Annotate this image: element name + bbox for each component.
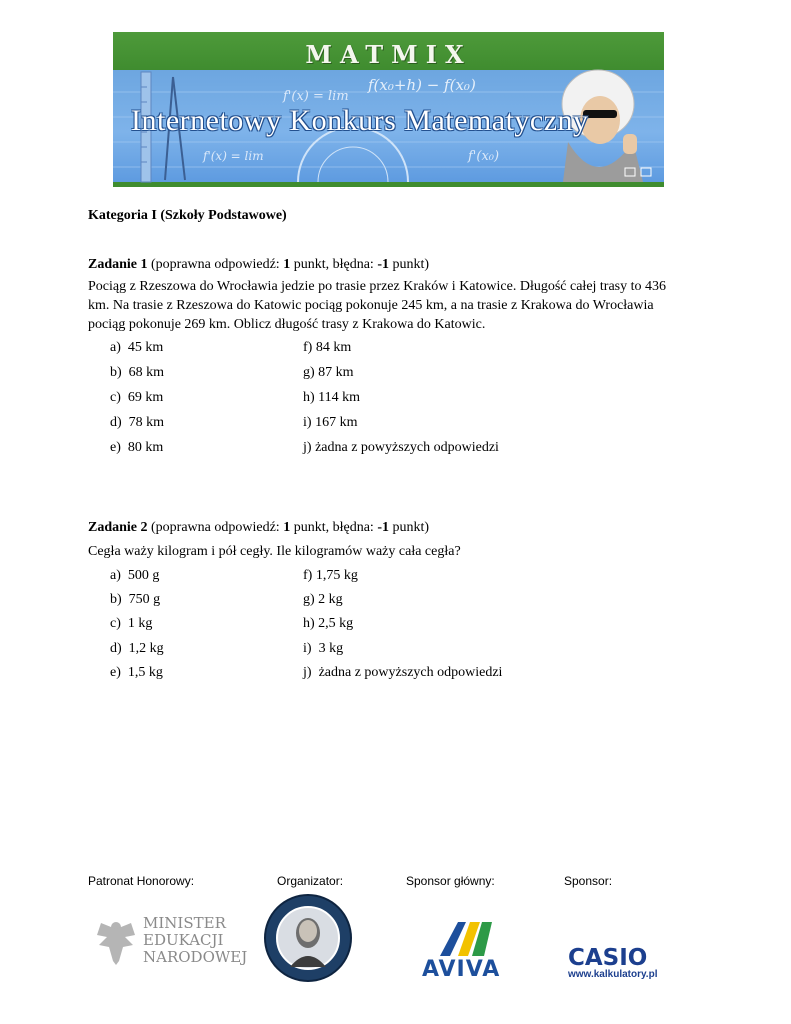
task-label: Zadanie 2 — [88, 520, 148, 535]
option-i[interactable]: i) 3 kg — [303, 641, 344, 656]
option-a[interactable]: a) 500 g — [110, 568, 160, 583]
task-1-heading — [88, 255, 429, 274]
minister-line: NARODOWEJ — [143, 948, 248, 966]
option-a[interactable]: a) 45 km — [110, 340, 164, 355]
task-1-question-line: Pociąg z Rzeszowa do Wrocławia jedzie po trasie przez Kraków i Katowice. Długość całej trasy to 436 — [88, 279, 667, 294]
option-c[interactable]: c) 1 kg — [110, 616, 153, 631]
patron-label: Patronat Honorowy: — [88, 874, 195, 888]
header-banner — [113, 32, 664, 187]
sponsor-label: Sponsor: — [564, 874, 613, 888]
casio-logo — [566, 945, 676, 985]
scoring-text: punkt) — [388, 257, 430, 272]
scoring-text: punkt, błędna: — [290, 257, 378, 272]
minister-line: MINISTER — [143, 914, 226, 932]
task-2-heading — [88, 518, 429, 537]
eagle-icon — [95, 917, 137, 967]
option-j[interactable]: j) żadna z powyższych odpowiedzi — [303, 440, 499, 455]
svg-text:f'(x) = lim: f'(x) = lim — [203, 149, 264, 163]
option-d[interactable]: d) 78 km — [110, 415, 165, 430]
minister-logo — [95, 915, 255, 970]
scoring-text: (poprawna odpowiedź: — [151, 520, 284, 535]
option-f[interactable]: f) 84 km — [303, 340, 352, 355]
correct-points: 1 — [283, 257, 291, 272]
option-d[interactable]: d) 1,2 kg — [110, 641, 164, 656]
aviva-logo — [420, 920, 510, 982]
svg-text:f'(x₀): f'(x₀) — [468, 149, 500, 164]
option-f[interactable]: f) 1,75 kg — [303, 568, 358, 583]
option-b[interactable]: b) 68 km — [110, 365, 165, 380]
organizer-label: Organizator: — [277, 874, 344, 888]
correct-points: 1 — [283, 520, 291, 535]
wrong-points: -1 — [377, 520, 389, 535]
task-1-question-line: km. Na trasie z Rzeszowa do Katowic pociąg pokonuje 245 km, a na trasie z Krakowa do Wrocławia — [88, 298, 654, 313]
scoring-text: (poprawna odpowiedź: — [151, 257, 284, 272]
task-label: Zadanie 1 — [88, 257, 148, 272]
school-seal-icon — [263, 893, 353, 983]
banner-title: Internetowy Konkurs Matematyczny — [131, 104, 589, 137]
option-c[interactable]: c) 69 km — [110, 390, 164, 405]
organizer-seal — [263, 893, 353, 983]
casio-url[interactable]: www.kalkulatory.pl — [568, 969, 658, 980]
option-i[interactable]: i) 167 km — [303, 415, 358, 430]
svg-text:f'(x) = lim: f'(x) = lim — [283, 89, 349, 104]
option-g[interactable]: g) 2 kg — [303, 592, 343, 607]
task-2-question-line: Cegła waży kilogram i pół cegły. Ile kilogramów waży cała cegła? — [88, 544, 461, 559]
option-e[interactable]: e) 1,5 kg — [110, 665, 163, 680]
option-j[interactable]: j) żadna z powyższych odpowiedzi — [303, 665, 503, 680]
aviva-mark-icon — [432, 920, 496, 956]
category-heading: Kategoria I (Szkoły Podstawowe) — [88, 208, 287, 223]
casio-wordmark: CASIO — [568, 945, 648, 971]
option-e[interactable]: e) 80 km — [110, 440, 164, 455]
task-1-question-line: pociąg pokonuje 269 km. Oblicz długość trasy z Krakowa do Katowic. — [88, 317, 486, 332]
aviva-wordmark: AVIVA — [422, 957, 501, 982]
option-g[interactable]: g) 87 km — [303, 365, 354, 380]
wrong-points: -1 — [377, 257, 389, 272]
svg-text:f(x₀+h) − f(x₀): f(x₀+h) − f(x₀) — [368, 76, 476, 94]
matmix-logo: MATMIX — [305, 40, 472, 69]
main-sponsor-label: Sponsor główny: — [406, 874, 495, 888]
option-b[interactable]: b) 750 g — [110, 592, 161, 607]
option-h[interactable]: h) 114 km — [303, 390, 361, 405]
scoring-text: punkt, błędna: — [290, 520, 378, 535]
option-h[interactable]: h) 2,5 kg — [303, 616, 354, 631]
scoring-text: punkt) — [388, 520, 430, 535]
minister-line: EDUKACJI — [143, 931, 224, 949]
